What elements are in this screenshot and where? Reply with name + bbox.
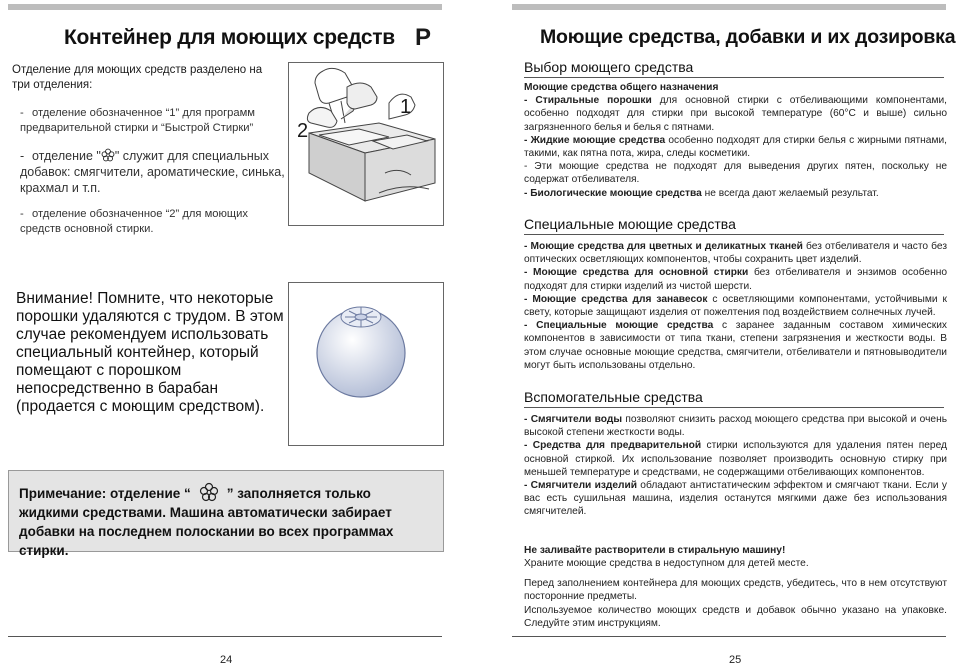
list-item: - отделение обозначенное “2” для моющих средств основной стирки.: [20, 208, 248, 235]
top-rule: [8, 4, 442, 10]
list-item: - Специальные моющие средства с заранее заданным составом химических компонентов в зависимости от типа ткани, степени загрязнения и жесткости воды. В этом случае основные моющие средства, смягчители, отбеливатели и пятновыводители могут быть использованы отдельно.: [524, 320, 947, 371]
warning-heading: Не заливайте растворители в стиральную машину!: [524, 545, 786, 556]
right-page: [480, 0, 960, 665]
list-item: - Стиральные порошки для основной стирки с отбеливающими компонентами, особенно подходят для стирки при высокой температуре (60°С и выше) сильно загрязненного белья и белья с пятнами.: [524, 95, 947, 133]
page-title: Моющие средства, добавки и их дозировка: [540, 26, 956, 48]
compartment-label-2: 2: [297, 120, 309, 142]
list-item: - Средства для предварительной стирки используются для удаления пятен перед основной стиркой. Их использование позволяет производить основную стирку при меньшей температуре и средствами, не содержащими отбеливающих компонентов.: [524, 440, 947, 478]
bottom-rule: [512, 636, 946, 637]
page-number: 25: [729, 654, 742, 666]
list-item: - Смягчители изделий обладают антистатическим эффектом и смягчают ткани. Если у вас есть сушильная машина, изделия останутся мягкими даже без использования смягчителей.: [524, 480, 947, 518]
section-body: [524, 81, 947, 200]
list-item: - отделение обозначенное “1” для программ предварительной стирки и “Быстрой Стирки”: [20, 107, 255, 134]
flower-icon: [199, 482, 219, 502]
ball-drawing: [289, 283, 443, 445]
list-item: - Моющие средства для цветных и деликатных тканей без отбеливателя и часто без оптических осветляющих компонентов, чтобы сохранить цвет изделий.: [524, 241, 947, 266]
detergent-ball-illustration: [288, 282, 444, 446]
final-paragraph: Используемое количество моющих средств и добавок обычно указано на упаковке. Следуйте этим инструкциям.: [524, 605, 947, 630]
drawer-drawing: [289, 63, 443, 225]
list-item: - отделение " " служит для специальных добавок: смягчители, ароматические, синька, крахмал и т.п.: [20, 149, 285, 195]
warning-text: Храните моющие средства в недоступном для детей месте.: [524, 558, 809, 570]
warning-text: Внимание! Помните, что некоторые порошки удаляются с трудом. В этом случае рекомендуем использовать специальный контейнер, который помещают с порошком непосредственно в барабан (продается с моющим средством).: [16, 290, 284, 415]
detergent-drawer-illustration: [288, 62, 444, 226]
list-item: - Смягчители воды позволяют снизить расход моющего средства при высокой и очень высокой степени жесткости воды.: [524, 414, 947, 439]
safety-warning: [524, 544, 947, 570]
list-item: - Моющие средства для основной стирки без отбеливателя и энзимов особенно подходят для стирки изделий из чистой шерсти.: [524, 267, 948, 292]
left-page: [0, 0, 480, 665]
intro-text: Отделение для моющих средств разделено на три отделения:: [12, 64, 263, 91]
bottom-rule: [8, 636, 442, 637]
list-item: - Моющие средства для занавесок с осветляющими компонентами, устойчивыми к свету, которые защищают изделия от пожелтения под воздействием солнечных лучей.: [524, 293, 947, 319]
language-marker: P: [415, 24, 432, 51]
list-item: - Биологические моющие средства не всегда дают желаемый результат.: [524, 187, 879, 199]
top-rule: [512, 4, 946, 10]
section-heading: Выбор моющего средства: [524, 59, 944, 78]
list-item: - Эти моющие средства не подходят для выведения других пятен, поскольку не содержат отбеливателя.: [524, 161, 947, 186]
section-body: [524, 240, 947, 372]
section-body: [524, 413, 947, 519]
page-number: 24: [220, 654, 233, 666]
flower-icon: [101, 148, 115, 162]
section-heading: Специальные моющие средства: [524, 216, 944, 235]
note-text: Примечание: отделение “ ” заполняется только жидкими средствами. Машина автоматически забирает добавки на последнем полоскании во всех программах стирки.: [19, 482, 429, 560]
compartment-label-1: 1: [400, 96, 412, 118]
note-box: [8, 470, 444, 558]
section-heading: Вспомогательные средства: [524, 389, 944, 408]
page-title: Контейнер для моющих средств: [64, 26, 395, 49]
list-item: - Жидкие моющие средства особенно подходят для стирки белья с жирными пятнами, такими, как пятна пота, жира, следы косметики.: [524, 134, 947, 160]
subheading: Моющие средства общего назначения: [524, 82, 719, 93]
final-paragraph: Перед заполнением контейнера для моющих средств, убедитесь, что в нем отсутствуют посторонние предметы.: [524, 578, 947, 603]
